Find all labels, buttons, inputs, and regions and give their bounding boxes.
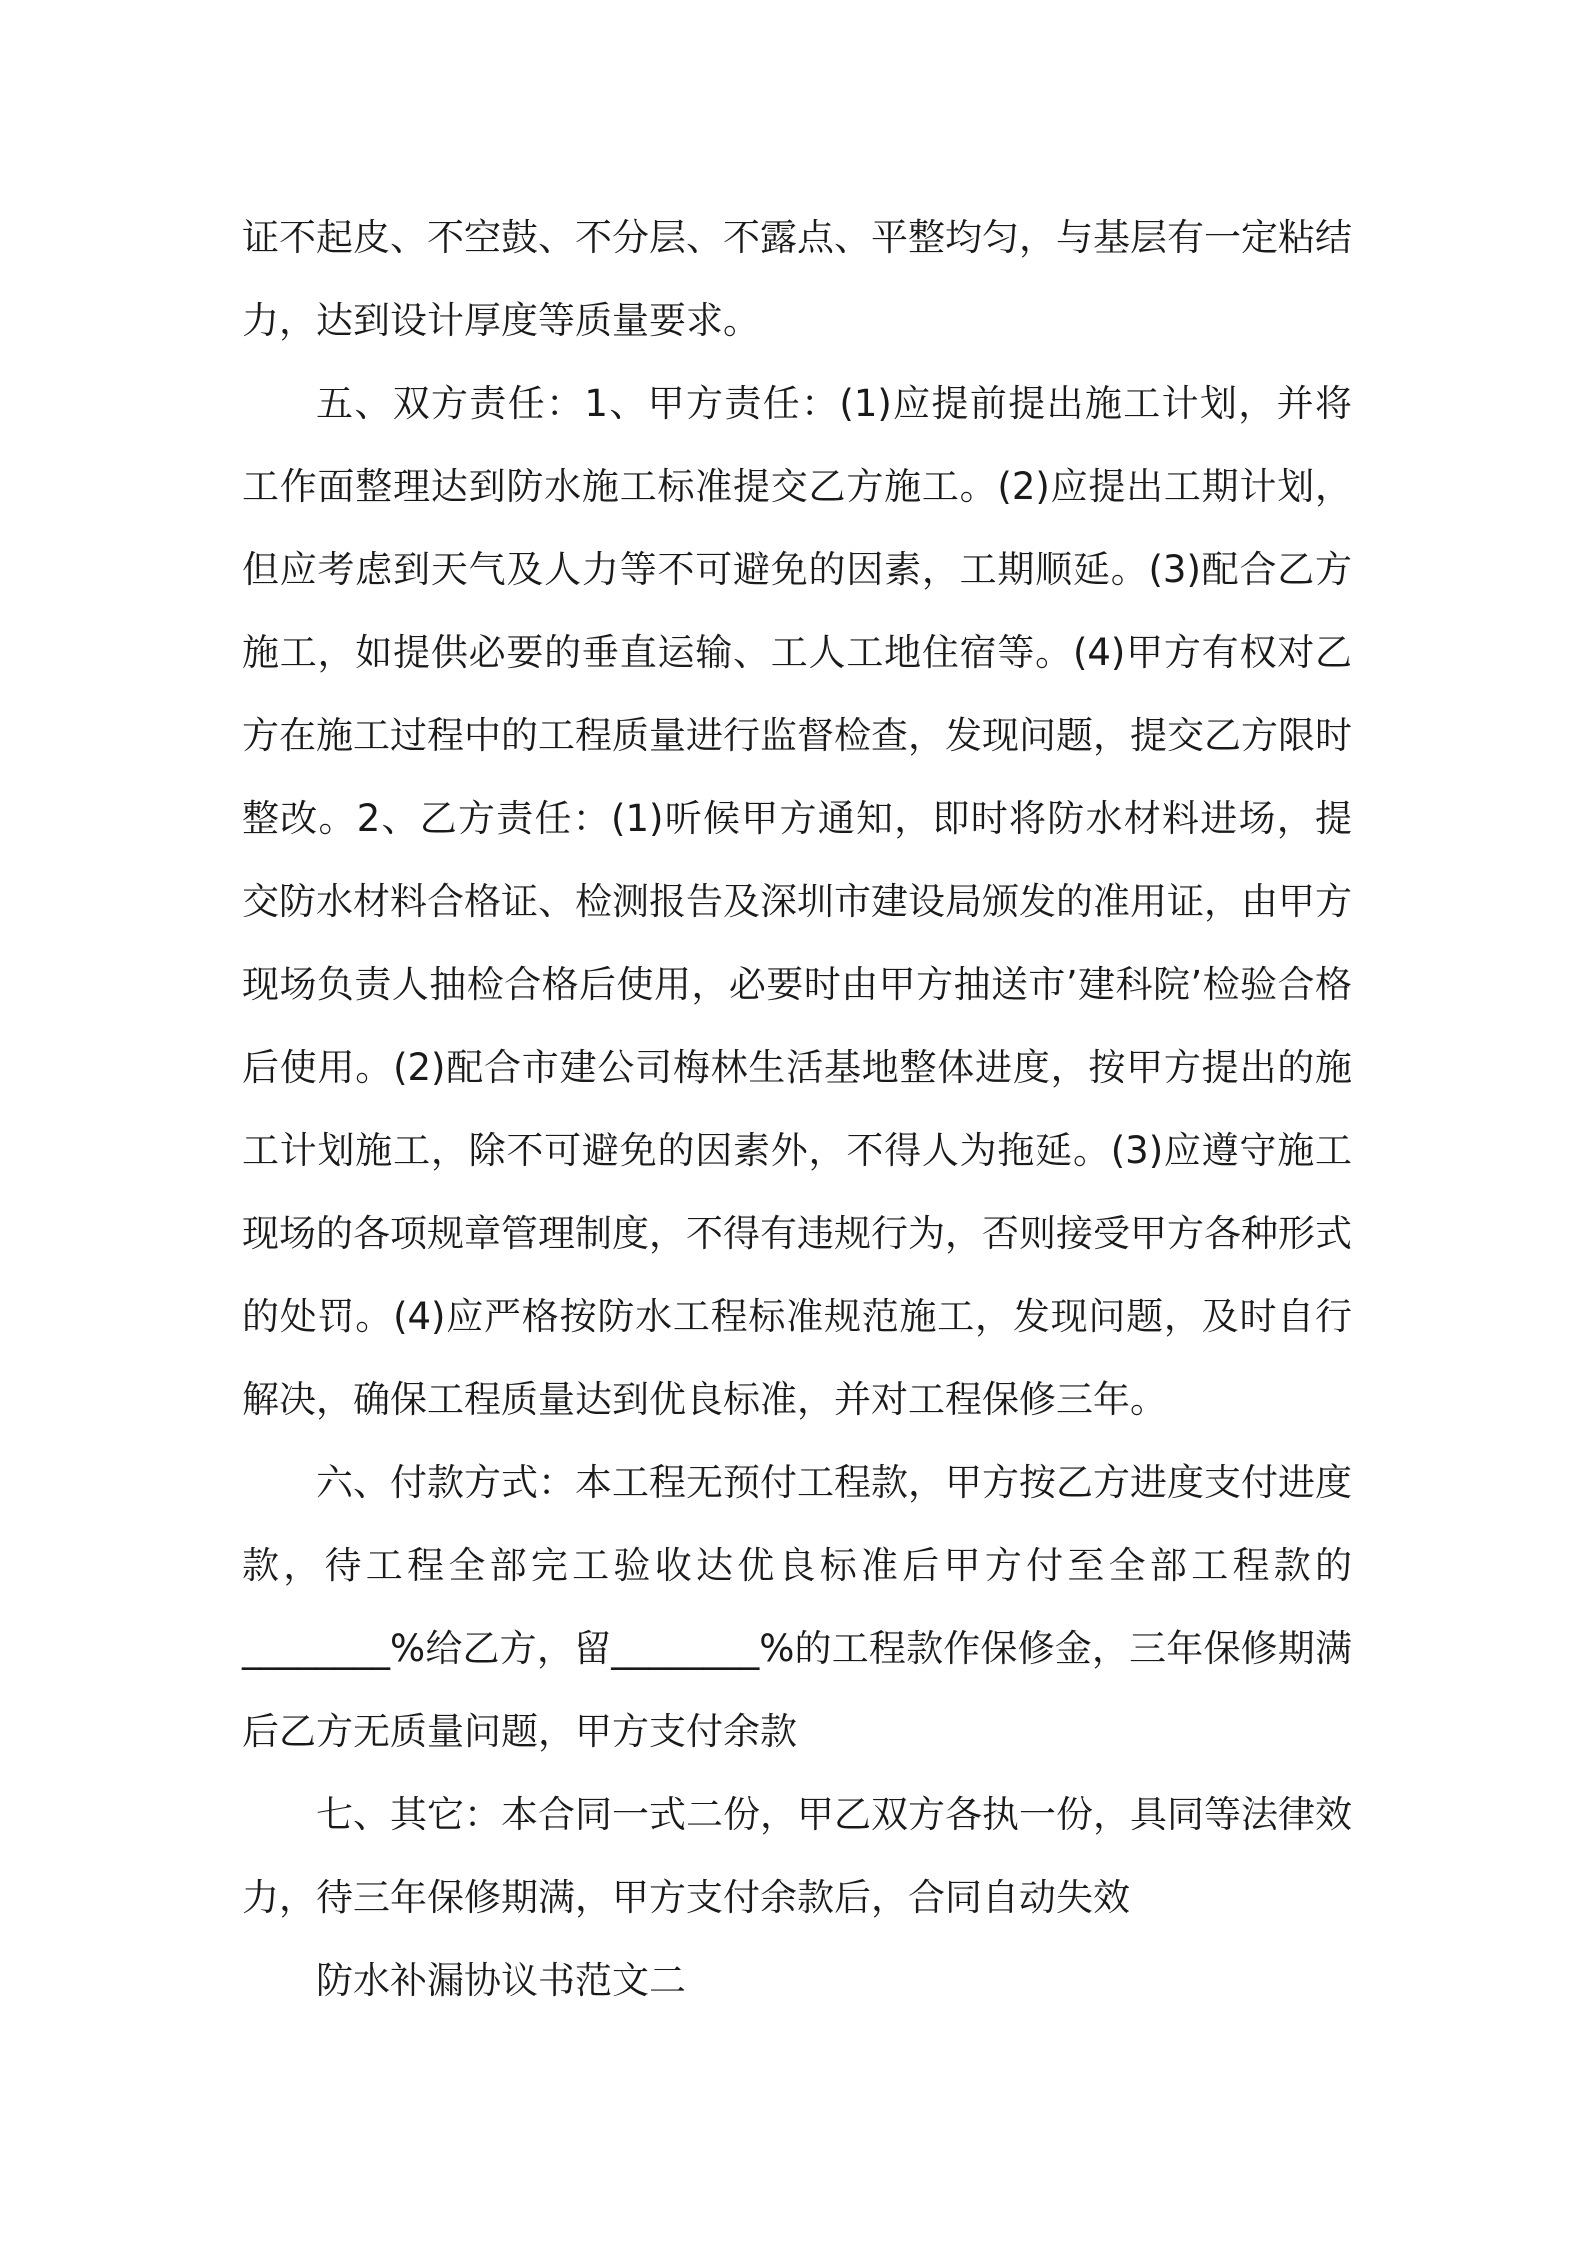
paragraph-payment-terms: 六、付款方式：本工程无预付工程款，甲方按乙方进度支付进度款，待工程全部完工验收达优良标准后甲方付至全部工程款的________%给乙方，留________%的工程款作保修金，三年保修期满后乙方无质量问题，甲方支付余款 bbox=[242, 1461, 1352, 1753]
document-body bbox=[242, 196, 1352, 2022]
paragraph-responsibilities: 五、双方责任：1、甲方责任：(1)应提前提出施工计划，并将工作面整理达到防水施工标准提交乙方施工。(2)应提出工期计划，但应考虑到天气及人力等不可避免的因素，工期顺延。(3)配合乙方施工，如提供必要的垂直运输、工人工地住宿等。(4)甲方有权对乙方在施工过程中的工程质量进行监督检查，发现问题，提交乙方限时整改。2、乙方责任：(1)听候甲方通知，即时将防水材料进场，提交防水材料合格证、检测报告及深圳市建设局颁发的准用证，由甲方现场负责人抽检合格后使用，必要时由甲方抽送市’建科院’检验合格后使用。(2)配合市建公司梅林生活基地整体进度，按甲方提出的施工计划施工，除不可避免的因素外，不得人为拖延。(3)应遵守施工现场的各项规章管理制度，不得有违规行为，否则接受甲方各种形式的处罚。(4)应严格按防水工程标准规范施工，发现问题，及时自行解决，确保工程质量达到优良标准，并对工程保修三年。 bbox=[242, 382, 1352, 1421]
paragraph-other-terms: 七、其它：本合同一式二份，甲乙双方各执一份，具同等法律效力，待三年保修期满，甲方支付余款后，合同自动失效 bbox=[242, 1793, 1352, 1919]
section-heading: 防水补漏协议书范文二 bbox=[316, 1959, 686, 2002]
paragraph-quality-requirements: 证不起皮、不空鼓、不分层、不露点、平整均匀，与基层有一定粘结力，达到设计厚度等质量要求。 bbox=[242, 216, 1352, 342]
